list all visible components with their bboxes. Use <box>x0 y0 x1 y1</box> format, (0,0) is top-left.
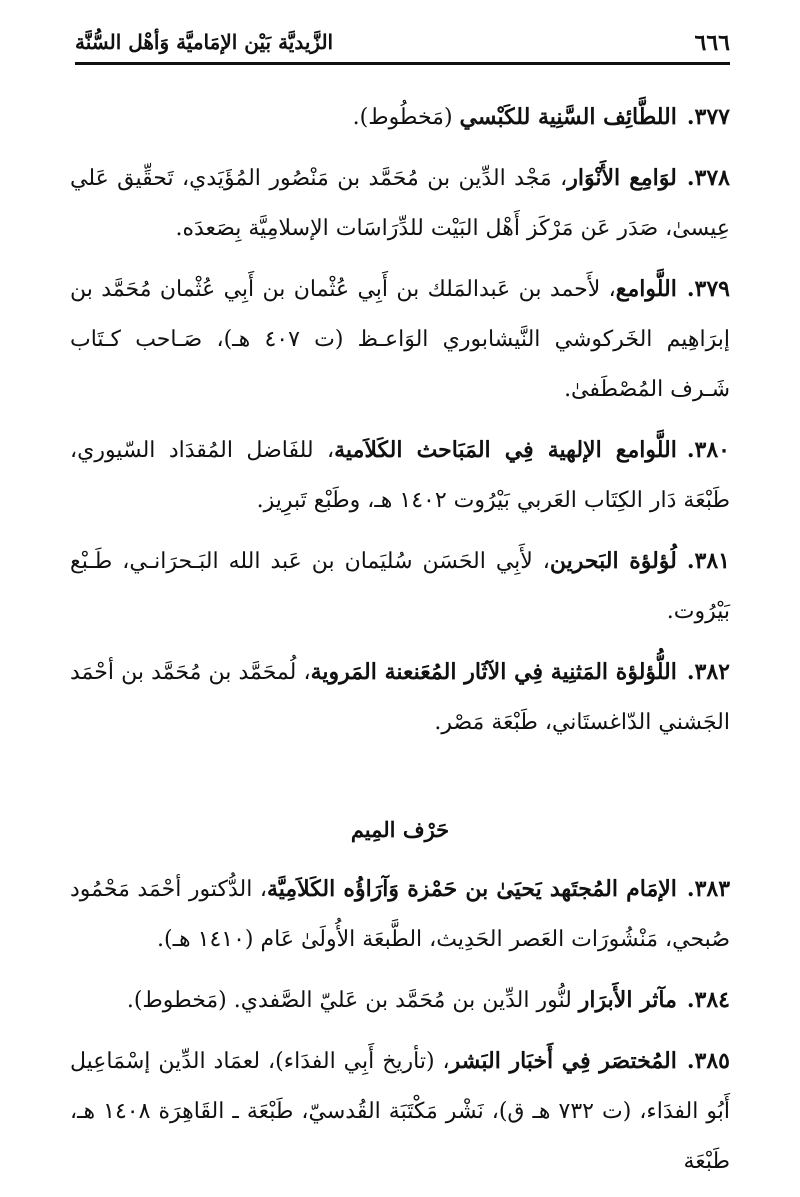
entry-number: ٣٧٨. <box>686 165 730 191</box>
entry-details: ، لأَحمد بن عَبدالمَلك بن أَبِي عُثْمان بن أَبِي عُثْمان مُحَمَّد بن إبرَاهِيم الخَركوشي النَّيشابوري الوَاعـظ (ت ٤٠٧ هـ)، صَـاحب كـتَاب شَـرف المُصْطَفىٰ. <box>70 277 730 402</box>
section-heading: حَرْف المِيم <box>350 817 450 842</box>
entry-details: ، لأَبِي الحَسَن سُليَمان بن عَبد الله البَـحرَانـي، طَـبْع بَيْرُوت. <box>70 549 730 624</box>
entry-number: ٣٨٢. <box>686 659 730 685</box>
entry-title: اللطَّائِف السَّنِية للكَبْسي <box>459 104 677 130</box>
bibliography-entry-379 <box>70 264 730 415</box>
bibliography-entry-381 <box>70 536 730 637</box>
entry-number: ٣٨٥. <box>686 1048 730 1074</box>
entry-number: ٣٨٠. <box>686 437 730 463</box>
entry-title: الإمَام المُجتَهد يَحيَىٰ بن حَمْزة وَآرَاؤُه الكَلاَمِيَّة <box>266 876 677 902</box>
entry-details: ، الدُّكتور أحْمَد مَحْمُود صُبحي، مَنْشُورَات العَصر الحَدِيث، الطَّبعَة الأُولَىٰ عَام (١٤١٠ هـ). <box>70 877 730 952</box>
entry-number: ٣٨١. <box>686 548 730 574</box>
page-number: ٦٦٦ <box>694 30 730 56</box>
bibliography-entry-382 <box>70 647 730 748</box>
entry-details: ، مَجْد الدِّين بن مُحَمَّد بن مَنْصُور المُؤَيَدي، تَحقِّيق عَلي عِيسىٰ، صَدَر عَن مَرْكَز أَهْل البَيْت للدِّرَاسَات الإسلامِيَّة بِصَعدَه. <box>70 166 730 241</box>
running-header <box>75 28 730 65</box>
bibliography-entry-378 <box>70 153 730 254</box>
bibliography-entry-380 <box>70 425 730 526</box>
entry-number: ٣٧٩. <box>686 276 730 302</box>
entry-details: ، للفَاضل المُقدَاد السّيوري، طَبْعَة دَار الكِتَاب العَربي بَيْرُوت ١٤٠٢ هـ، وطَبْع تَبرِيز. <box>70 438 730 513</box>
running-title: الزَّيديَّة بَيْن الإمَاميَّة وَأهْل السُّنَّة <box>75 30 334 54</box>
bibliography-entry-383 <box>70 864 730 965</box>
entry-number: ٣٨٣. <box>686 876 731 902</box>
bibliography-entry-377 <box>70 92 730 143</box>
entry-details: لنُّور الدِّين بن مُحَمَّد بن عَليّ الصَّفدي. (مَخطوط). <box>126 988 579 1013</box>
bibliography-entry-384 <box>70 975 730 1026</box>
bibliography-entry-385 <box>70 1036 730 1187</box>
entry-details: (مَخطُوط). <box>352 105 460 130</box>
entry-details: ، لُمحَمَّد بن مُحَمَّد بن أحْمَد الجَشني الدّاغستَاني، طَبْعَة مَصْر. <box>70 660 730 735</box>
entry-number: ٣٧٧. <box>686 104 730 130</box>
entry-details: ، (تأريخ أَبِي الفدَاء)، لعمَاد الدِّين إسْمَاعِيل أَبُو الفدَاء، (ت ٧٣٢ هـ ق)، نَشْر مَكْتَبَة القُدسيّ، طَبْعَة ـ القَاهِرَة ١٤٠٨ هـ، طَبْعَة <box>70 1049 730 1174</box>
entry-title: اللَّوامع الإلهية فِي المَبَاحث الكَلاَمية <box>334 437 677 463</box>
entry-title: لوَامِع الأَنْوَار <box>567 165 677 191</box>
entry-title: المُختصَر فِي أَخبَار البَشر <box>449 1048 677 1074</box>
entry-title: مآثر الأَبرَار <box>578 987 677 1013</box>
entry-number: ٣٨٤. <box>686 987 730 1013</box>
bibliography-list <box>70 92 730 1197</box>
entry-title: اللُّؤلؤة المَثنِية فِي الآثَار المُعَنعنة المَروية <box>310 659 677 685</box>
entry-title: لُؤلؤة البَحرين <box>549 548 677 574</box>
entry-title: اللَّوامع <box>615 276 677 302</box>
